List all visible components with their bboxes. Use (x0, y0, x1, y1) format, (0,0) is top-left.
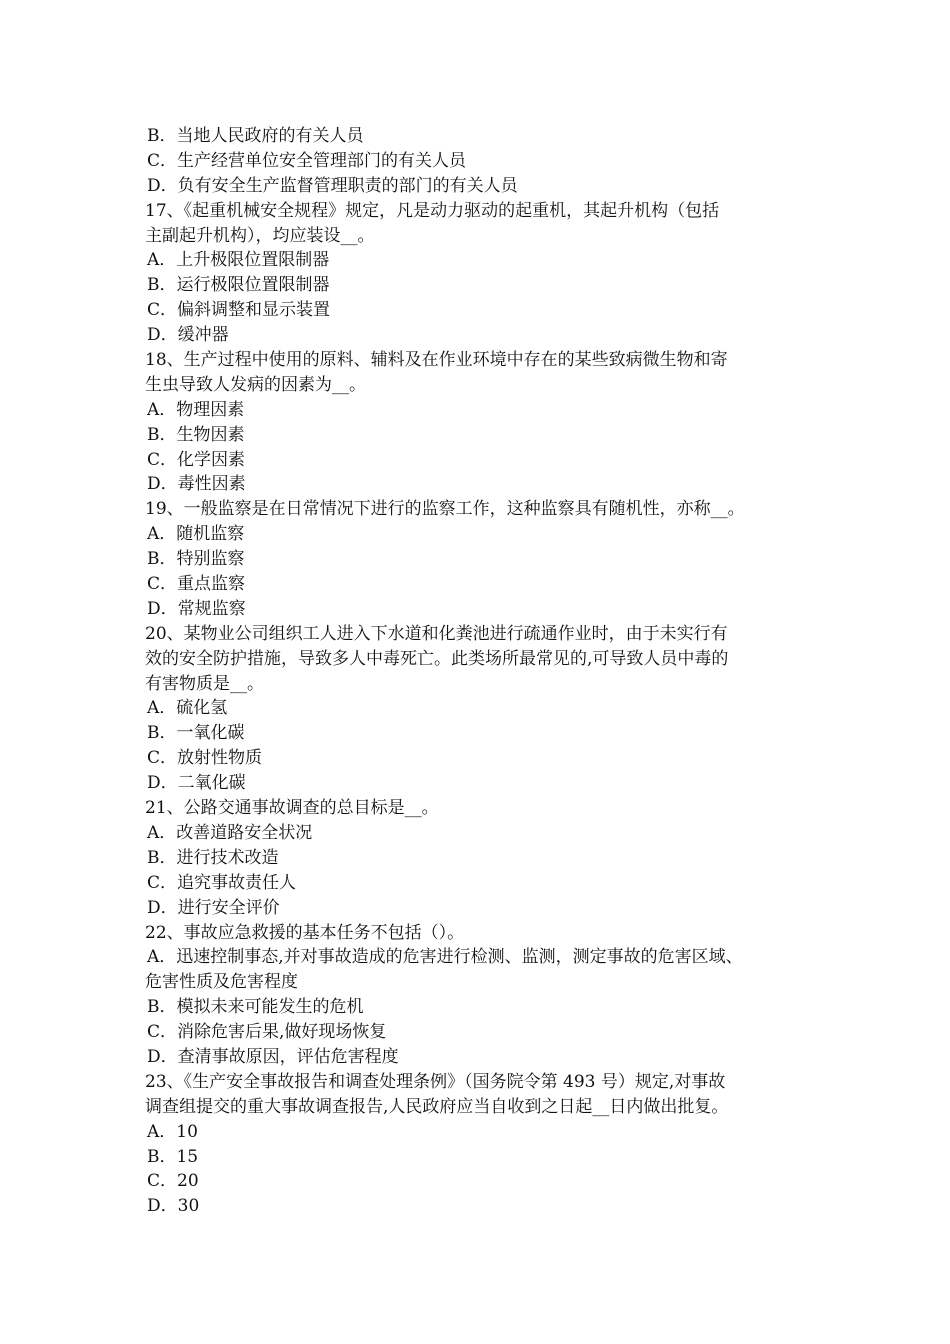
answer-option-line: D．常规监察 (147, 598, 246, 619)
question-text-line: 有害物质是__。 (145, 673, 264, 694)
answer-option-line: C．重点监察 (147, 574, 246, 595)
answer-option-line: D．进行安全评价 (147, 897, 280, 918)
answer-option-line: B．一氧化碳 (147, 723, 245, 744)
answer-option-line: A．随机监察 (147, 524, 245, 545)
answer-option-line: D．毒性因素 (147, 474, 246, 495)
answer-option-line: B．15 (147, 1146, 199, 1167)
answer-option-line: C．化学因素 (147, 449, 246, 470)
question-text-line: 22、事故应急救援的基本任务不包括（）。 (145, 922, 465, 943)
question-text-line: 19、一般监察是在日常情况下进行的监察工作，这种监察具有随机性，亦称__。 (145, 499, 745, 520)
answer-option-line: C．消除危害后果,做好现场恢复 (147, 1022, 387, 1043)
answer-option-line: D．查清事故原因，评估危害程度 (147, 1046, 399, 1067)
answer-option-line: B．模拟未来可能发生的危机 (147, 997, 364, 1018)
answer-option-line: C．20 (147, 1171, 199, 1192)
answer-option-line: A．改善道路安全状况 (147, 822, 313, 843)
answer-option-line: A．上升极限位置限制器 (147, 250, 330, 271)
answer-option-line: D．二氧化碳 (147, 773, 246, 794)
question-text-line: 18、生产过程中使用的原料、辅料及在作业环境中存在的某些致病微生物和寄 (145, 350, 728, 371)
answer-option-line: A．硫化氢 (147, 698, 228, 719)
answer-option-line: B．进行技术改造 (147, 847, 279, 868)
answer-option-line: C．生产经营单位安全管理部门的有关人员 (147, 150, 467, 171)
question-text-line: 效的安全防护措施，导致多人中毒死亡。此类场所最常见的,可导致人员中毒的 (145, 648, 729, 669)
question-text-line: 17、《起重机械安全规程》规定，凡是动力驱动的起重机，其起升机构（包括 (145, 200, 720, 221)
answer-option-line: B．特别监察 (147, 549, 245, 570)
document-body (145, 124, 825, 1219)
question-text-line: 20、某物业公司组织工人进入下水道和化粪池进行疏通作业时，由于未实行有 (145, 623, 728, 644)
answer-option-line: C．偏斜调整和显示装置 (147, 300, 331, 321)
question-text-line: 主副起升机构），均应装设__。 (145, 225, 375, 246)
answer-option-line: B．当地人民政府的有关人员 (147, 126, 364, 146)
answer-option-line: D．30 (147, 1196, 200, 1217)
answer-option-line: A．迅速控制事态,并对事故造成的危害进行检测、监测，测定事故的危害区域、 (147, 947, 743, 968)
answer-option-line: D．缓冲器 (147, 325, 229, 346)
question-text-line: 21、公路交通事故调查的总目标是__。 (145, 798, 439, 819)
question-text-line: 调查组提交的重大事故调查报告,人民政府应当自收到之日起__日内做出批复。 (145, 1096, 729, 1117)
question-text-line: 23、《生产安全事故报告和调查处理条例》（国务院令第 493 号）规定,对事故 (145, 1071, 726, 1092)
answer-option-line: D．负有安全生产监督管理职责的部门的有关人员 (147, 175, 518, 196)
question-text-line: 危害性质及危害程度 (145, 972, 298, 993)
answer-option-line: A．10 (147, 1121, 198, 1142)
answer-option-line: A．物理因素 (147, 399, 245, 420)
question-text-line: 生虫导致人发病的因素为__。 (145, 374, 366, 395)
answer-option-line: B．生物因素 (147, 424, 245, 445)
answer-option-line: C．放射性物质 (147, 748, 263, 769)
answer-option-line: B．运行极限位置限制器 (147, 275, 330, 296)
answer-option-line: C．追究事故责任人 (147, 872, 297, 893)
